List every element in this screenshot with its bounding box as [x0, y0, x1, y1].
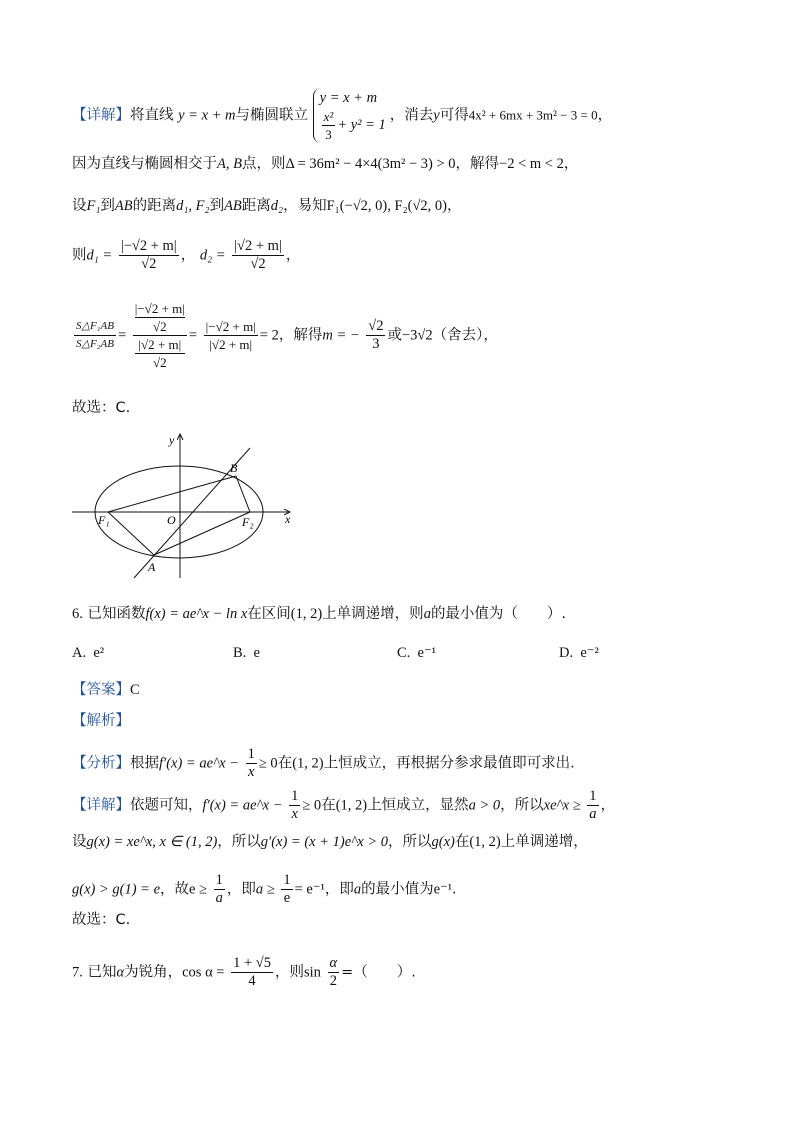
equation-system: y = x + m $\frac{\text{x²}}{3}$ + y² = 1 — [313, 88, 390, 143]
segment-f1-a — [108, 512, 154, 555]
label-f1: F₁ — [98, 513, 110, 527]
detail-line-4: 则d₁ = $\frac{|-√2 + m|}{√2}$ ， d₂ = $\frac{|√2 + m|}{√2}$ ， — [72, 238, 301, 272]
answer-value: C — [130, 682, 140, 698]
segment-f1-b — [108, 476, 236, 512]
g-line: 设g(x) = xe^x, x ∈ (1, 2)，所以g′(x) = (x + 1)e^x > 0，所以g(x)在(1, 2)上单调递增， — [72, 834, 588, 850]
conclusion-2: 故选：C. — [72, 912, 131, 928]
detail-line-3: 设F₁到AB的距离d₁, F₂到AB距离d₂，易知F₁(−√2, 0), F₂(√2, 0)， — [72, 198, 462, 214]
option-d[interactable]: D. e⁻² — [559, 645, 599, 661]
label-x: x — [285, 512, 291, 526]
option-a[interactable]: A. e² — [72, 645, 105, 661]
label-f2: F₂ — [242, 515, 254, 529]
detail-tag: 【详解】 — [72, 107, 130, 124]
analysis-tag: 【解析】 — [72, 713, 130, 729]
xiangjie-line: 【详解】依题可知，f′(x) = ae^x − $\frac{1}{x}$ ≥ 0在(1, 2)上恒成立，显然a > 0，所以xe^x ≥ $\frac{1}{a}$ ， — [72, 788, 616, 822]
g-line-2: g(x) > g(1) = e，故e ≥ $\frac{1}{a}$ ，即a ≥ $\frac{1}{e}$ = e⁻¹，即a的最小值为e⁻¹. — [72, 872, 457, 906]
question-6: 6. 已知函数f(x) = ae^x − ln x在区间(1, 2)上单调递增，则a的最小值为（ ）. — [72, 606, 567, 622]
label-a: A — [148, 560, 156, 574]
segment-f2-b — [236, 476, 250, 512]
answer-tag: 【答案】 — [72, 682, 130, 698]
detail-line-5: $\frac{\text{S△F₁AB}}{\text{S△F₂AB}}$ = |−√2 + m| √2 |√2 + m| √2 = $\frac{|-√2 + m|}{|√2 + m|}$ = 2，解得m = − $\frac{√2}{3}$ 或−3√2（舍去）， — [76, 301, 498, 370]
detail-line-1: 【详解】将直线 y = x + m与椭圆联立 y = x + m $\frac{\text{x²}}{3}$ + y² = 1 ，消去y可得4x² + 6mx + 3m² − 3 = 0， — [72, 90, 613, 142]
label-y: y — [169, 433, 175, 447]
fenxi-line: 【分析】根据f′(x) = ae^x − $\frac{1}{x}$ ≥ 0在(1, 2)上恒成立，再根据分参求最值即可求出. — [72, 746, 575, 780]
label-b: B — [230, 461, 238, 475]
answer-line — [72, 680, 140, 700]
ellipse-figure — [68, 428, 308, 588]
detail-line-2: 因为直线与椭圆相交于A, B点，则Δ = 36m² − 4×4(3m² − 3) > 0，解得−2 < m < 2， — [72, 156, 579, 172]
conclusion-1: 故选：C. — [72, 400, 131, 416]
question-7: 7. 已知α为锐角，cos α = $\frac{1 + √5}{4}$ ，则sin $\frac{\alpha}{2}$ =（ ）. — [72, 955, 416, 989]
option-b[interactable]: B. e — [233, 645, 260, 661]
label-o: O — [167, 513, 176, 527]
option-c[interactable]: C. e⁻¹ — [397, 645, 436, 661]
